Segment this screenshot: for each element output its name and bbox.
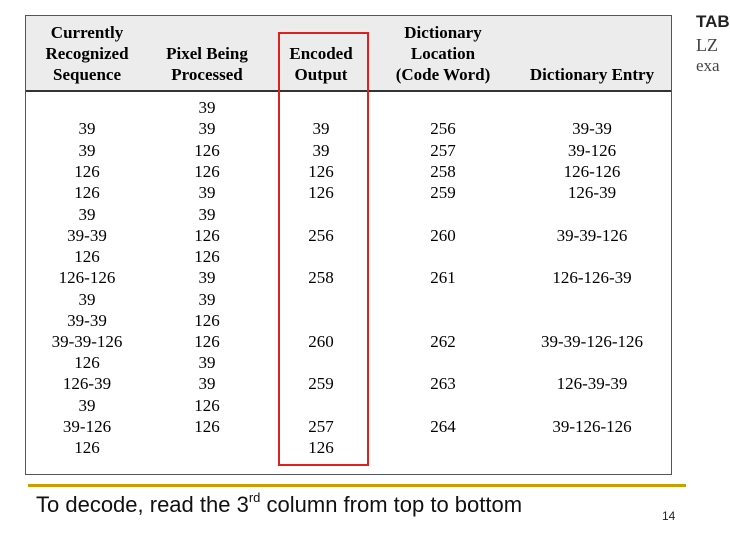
table-cell-output: 39 [312, 141, 330, 160]
column-header-line: (Code Word) [395, 65, 491, 84]
table-cell-sequence: 126 [74, 162, 100, 181]
table-cell-sequence: 39 [78, 205, 96, 224]
table-cell-sequence: 126-39 [62, 374, 112, 393]
table-cell-entry: 39-39-126 [556, 226, 628, 245]
table-cell-sequence: 39 [78, 119, 96, 138]
table-cell-entry: 126-39 [567, 183, 617, 202]
table-cell-pixel: 39 [198, 290, 216, 309]
table-cell-entry: 126-126-39 [552, 268, 632, 287]
table-cell-output: 256 [308, 226, 334, 245]
column-header-sequence [45, 22, 128, 85]
table-cell-sequence: 126 [74, 438, 100, 457]
table-cell-pixel: 39 [198, 205, 216, 224]
column-header-line: Encoded [289, 44, 353, 63]
table-cell-entry: 39-126-126 [552, 417, 632, 436]
column-header-line: Currently [50, 23, 124, 42]
table-cell-sequence: 39-39 [67, 226, 107, 245]
table-cell-pixel: 39 [198, 98, 216, 117]
column-header-code-word [396, 22, 491, 85]
page-number: 14 [662, 509, 676, 523]
table-cell-output: 39 [312, 119, 330, 138]
table-cell-sequence: 39 [78, 290, 96, 309]
table-cell-entry: 39-39-126-126 [541, 332, 643, 351]
side-caption-line-1: LZ [696, 35, 718, 55]
side-table-label: TAB [696, 12, 730, 31]
table-cell-entry: 39-39 [572, 119, 612, 138]
table-cell-code-word: 258 [430, 162, 456, 181]
table-cell-code-word: 256 [430, 119, 456, 138]
table-cell-pixel: 126 [194, 311, 220, 330]
column-header-line: Dictionary Entry [529, 65, 655, 84]
table-cell-output: 126 [308, 162, 334, 181]
table-cell-output: 126 [308, 183, 334, 202]
caption-superscript: rd [248, 490, 261, 505]
table-cell-pixel: 126 [194, 247, 220, 266]
column-header-line: Sequence [53, 65, 121, 84]
table-cell-output: 259 [308, 374, 334, 393]
table-cell-sequence: 126 [74, 247, 100, 266]
table-cell-sequence: 126 [74, 183, 100, 202]
table-cell-pixel: 126 [194, 141, 220, 160]
column-header-entry [530, 64, 654, 85]
caption-text-after: column from top to bottom [260, 492, 523, 517]
column-header-line: Processed [171, 65, 243, 84]
table-cell-pixel: 126 [194, 332, 220, 351]
column-header-line: Output [294, 65, 348, 84]
table-cell-sequence: 126 [74, 353, 100, 372]
table-cell-sequence: 39-39-126 [51, 332, 123, 351]
table-cell-pixel: 39 [198, 268, 216, 287]
table-cell-code-word: 262 [430, 332, 456, 351]
table-cell-sequence: 39-39 [67, 311, 107, 330]
table-cell-entry: 126-126 [563, 162, 621, 181]
table-cell-code-word: 257 [430, 141, 456, 160]
table-cell-code-word: 261 [430, 268, 456, 287]
column-header-line: Location [410, 44, 476, 63]
slide-caption [36, 492, 522, 518]
table-cell-pixel: 39 [198, 374, 216, 393]
table-cell-output: 257 [308, 417, 334, 436]
table-cell-sequence: 39 [78, 396, 96, 415]
table-cell-pixel: 39 [198, 119, 216, 138]
table-cell-entry: 126-39-39 [556, 374, 628, 393]
table-cell-pixel: 126 [194, 162, 220, 181]
table-cell-pixel: 39 [198, 183, 216, 202]
table-cell-code-word: 260 [430, 226, 456, 245]
column-header-line: Dictionary [404, 23, 482, 42]
encoded-output-highlight-box [278, 32, 369, 466]
table-cell-pixel: 39 [198, 353, 216, 372]
table-cell-sequence: 39 [78, 141, 96, 160]
table-cell-code-word: 259 [430, 183, 456, 202]
table-cell-pixel: 126 [194, 226, 220, 245]
column-header-line: Recognized [45, 44, 129, 63]
table-cell-sequence: 39-126 [62, 417, 112, 436]
table-cell-entry: 39-126 [567, 141, 617, 160]
column-header-line: Pixel Being [166, 44, 248, 63]
table-cell-code-word: 263 [430, 374, 456, 393]
footer-rule [28, 484, 686, 487]
side-caption-line-2: exa [696, 56, 720, 75]
table-cell-sequence: 126-126 [58, 268, 116, 287]
table-cell-pixel: 126 [194, 417, 220, 436]
table-cell-output: 258 [308, 268, 334, 287]
table-cell-output: 260 [308, 332, 334, 351]
column-header-pixel [166, 43, 248, 85]
caption-text-before: To decode, read the 3 [36, 492, 249, 517]
table-cell-pixel: 126 [194, 396, 220, 415]
table-cell-output: 126 [308, 438, 334, 457]
table-cell-code-word: 264 [430, 417, 456, 436]
